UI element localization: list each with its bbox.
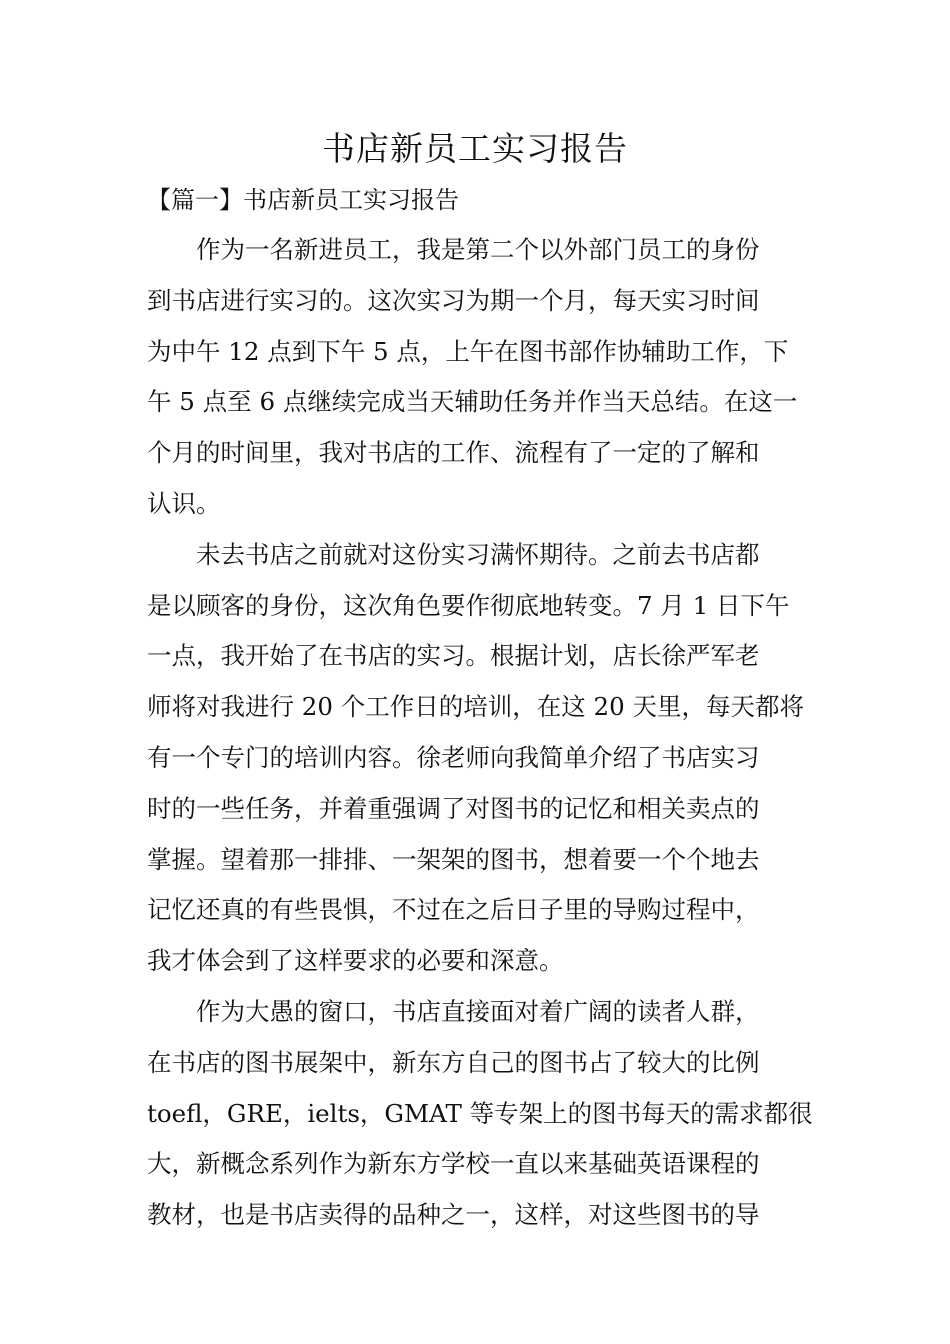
paragraph-line: 作为大愚的窗口，书店直接面对着广阔的读者人群， [196,996,760,1026]
paragraph-line: 是以顾客的身份，这次角色要作彻底地转变。7 月 1 日下午 [147,590,790,620]
paragraph-line: 我才体会到了这样要求的必要和深意。 [147,946,564,976]
paragraph-line: 作为一名新进员工，我是第二个以外部门员工的身份 [196,235,760,264]
paragraph-line: toefl，GRE，ielts，GMAT 等专架上的图书每天的需求都很 [147,1098,813,1128]
paragraph-line: 个月的时间里，我对书店的工作、流程有了一定的了解和 [147,438,760,468]
paragraph-line: 午 5 点至 6 点继续完成当天辅助任务并作当天总结。在这一 [147,387,798,417]
document-title: 书店新员工实习报告 [322,129,628,168]
paragraph-line: 时的一些任务，并着重强调了对图书的记忆和相关卖点的 [147,793,760,823]
paragraph-line: 为中午 12 点到下午 5 点，上午在图书部作协辅助工作，下 [147,336,789,366]
document-body [147,225,817,1241]
paragraph-line: 师将对我进行 20 个工作日的培训，在这 20 天里，每天都将 [147,692,804,722]
paragraph-line: 未去书店之前就对这份实习满怀期待。之前去书店都 [196,539,760,569]
paragraph-line: 认识。 [147,488,221,518]
paragraph-line: 一点，我开始了在书店的实习。根据计划，店长徐严军老 [147,641,760,671]
paragraph-line: 有一个专门的培训内容。徐老师向我简单介绍了书店实习 [147,742,760,772]
paragraph-line: 记忆还真的有些畏惧，不过在之后日子里的导购过程中， [147,895,760,925]
paragraph-line: 在书店的图书展架中，新东方自己的图书占了较大的比例 [147,1047,760,1077]
paragraph-line: 教材，也是书店卖得的品种之一，这样，对这些图书的导 [147,1200,760,1230]
paragraph-line: 大，新概念系列作为新东方学校一直以来基础英语课程的 [147,1149,760,1179]
paragraph-line: 掌握。望着那一排排、一架架的图书，想着要一个个地去 [147,844,760,874]
section-heading: 【篇一】书店新员工实习报告 [147,186,459,214]
paragraph-line: 到书店进行实习的。这次实习为期一个月，每天实习时间 [147,285,760,315]
